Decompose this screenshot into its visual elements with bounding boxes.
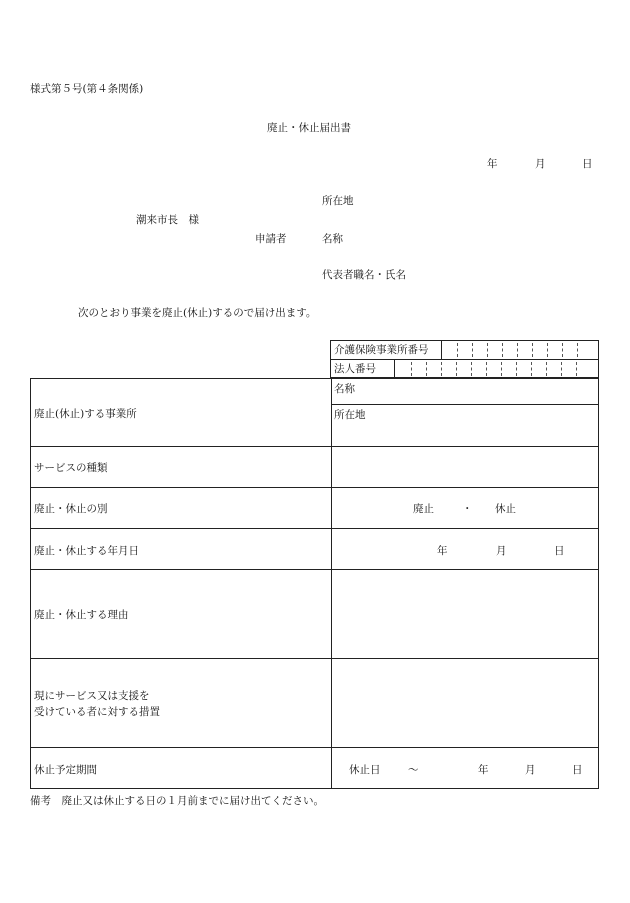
measures-label-line1: 現にサービス又は支援を (34, 690, 150, 702)
kind-label: 廃止・休止の別 (34, 503, 108, 515)
date-day-unit: 日 (554, 545, 565, 557)
period-start-label: 休止日 (349, 764, 381, 776)
reason-label: 廃止・休止する理由 (34, 609, 129, 621)
kind-abolish-option: 廃止 (413, 503, 434, 515)
corp-number-row (331, 360, 598, 378)
service-type-label: サービスの種類 (34, 462, 108, 474)
period-month-unit: 月 (525, 764, 536, 776)
addressee: 潮来市長 様 (136, 214, 199, 226)
applicant-label: 申請者 (255, 233, 287, 245)
period-tilde: ～ (408, 764, 419, 776)
period-year-unit: 年 (478, 764, 489, 776)
applicant-name-label: 名称 (322, 233, 343, 245)
date-year-label: 年 (487, 158, 498, 170)
care-number-row (331, 341, 598, 360)
page-title: 廃止・休止届出書 (267, 122, 351, 134)
care-number-label: 介護保険事業所番号 (331, 341, 442, 359)
date-month-unit: 月 (496, 545, 507, 557)
form-number: 様式第５号(第４条関係) (30, 83, 144, 95)
kind-separator: ・ (462, 503, 473, 515)
note-text: 備考 廃止又は休止する日の１月前までに届け出てください。 (30, 795, 324, 807)
date-day-label: 日 (582, 158, 593, 170)
date-label: 廃止・休止する年月日 (34, 545, 139, 557)
id-number-table (330, 340, 599, 378)
date-month-label: 月 (535, 158, 546, 170)
office-location-label: 所在地 (334, 409, 366, 421)
notification-table (30, 378, 599, 789)
office-name-label: 名称 (334, 383, 355, 395)
period-label: 休止予定期間 (34, 764, 97, 776)
measures-label-line2: 受けている者に対する措置 (34, 706, 160, 718)
date-year-unit: 年 (437, 545, 448, 557)
office-row-label: 廃止(休止)する事業所 (34, 408, 137, 420)
applicant-rep-label: 代表者職名・氏名 (322, 269, 406, 281)
kind-suspend-option: 休止 (495, 503, 516, 515)
corp-number-label: 法人番号 (331, 360, 395, 378)
period-day-unit: 日 (572, 764, 583, 776)
intro-text: 次のとおり事業を廃止(休止)するので届け出ます。 (78, 307, 317, 319)
applicant-location-label: 所在地 (322, 195, 354, 207)
